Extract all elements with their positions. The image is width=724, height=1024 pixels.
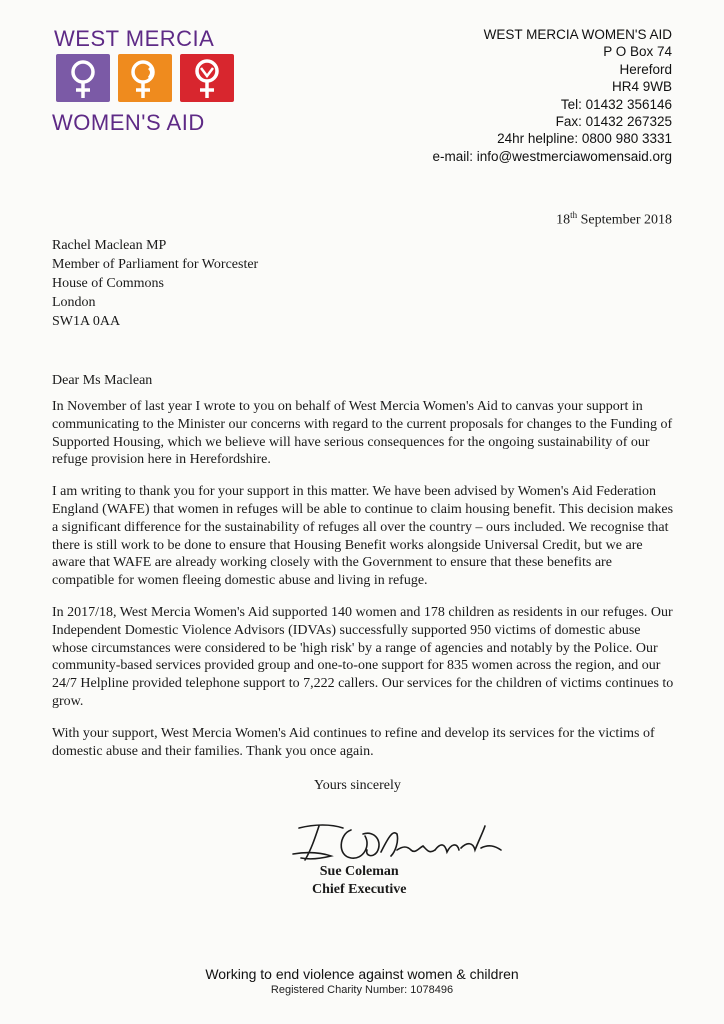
signer-title: Chief Executive [312, 882, 407, 897]
date-rest: September 2018 [577, 212, 672, 228]
footer-charity-number: Registered Charity Number: 1078496 [270, 984, 454, 996]
date-day: 18 [556, 212, 571, 228]
closing: Yours sincerely [314, 778, 401, 793]
recipient-role: Member of Parliament for Worcester [52, 257, 259, 272]
signer-name: Sue Coleman [319, 864, 399, 879]
sender-email: e-mail: info@westmerciawomensaid.org [432, 148, 672, 164]
signer-block [312, 863, 406, 899]
sender-telephone: Tel: 01432 356146 [560, 96, 672, 112]
recipient-city: London [52, 295, 96, 310]
sender-city: Hereford [619, 61, 672, 77]
recipient-postcode: SW1A 0AA [52, 314, 121, 329]
sender-po-box: P O Box 74 [603, 44, 672, 60]
sender-helpline: 24hr helpline: 0800 980 3331 [497, 131, 672, 147]
body-paragraph: With your support, West Mercia Women's Aid continues to refine and develop its services for the victims of domestic abuse and their families. Thank you once again. [52, 725, 655, 759]
venus-symbol-icon-red [180, 54, 234, 102]
venus-symbol-icon-orange [118, 54, 172, 102]
body-paragraph: In 2017/18, West Mercia Women's Aid supported 140 women and 178 children as residents in our refuges. Our Independent Domestic Violence Advisors (IDVAs) successfully supported 950 victims of domestic abuse whose circumstances were considered to be 'high risk' by a range of agencies and notably by the Police. Our community-based services provided group and one-to-one support for 835 women across the region, and our 24/7 Helpline provided telephone support to 7,222 callers. Our services for the children of victims continues to grow. [52, 604, 674, 709]
logo-tiles [56, 54, 234, 104]
recipient-house: House of Commons [52, 276, 164, 291]
sender-org-name: WEST MERCIA WOMEN'S AID [483, 27, 672, 42]
body-paragraph: I am writing to thank you for your support in this matter. We have been advised by Women's Aid Federation England (WAFE) that women in refuges will be able to continue to claim housing benefit. This decision makes a significant difference for the sustainability of refuges all over the country – ours included. We recognise that there is still work to be done to ensure that Housing Benefit works alongside Universal Credit, but we are aware that WAFE are already working closely with the Government to ensure that these benefits are compatible for women fleeing domestic abuse and living in refuge. [52, 484, 674, 589]
venus-symbol-icon-purple [56, 54, 110, 102]
recipient-address [52, 236, 258, 331]
date-suffix: th [570, 210, 578, 220]
sender-postcode: HR4 9WB [611, 79, 672, 95]
recipient-name: Rachel Maclean MP [52, 238, 167, 253]
letter-body [52, 398, 677, 774]
body-paragraph: In November of last year I wrote to you on behalf of West Mercia Women's Aid to canvas your support in communicating to the Minister our concerns with regard to the current proposals for changes to the Funding of Supported Housing, which we believe will have serious consequences for the ongoing sustainability of our refuge provision here in Herefordshire. [52, 399, 673, 468]
footer-tagline: Working to end violence against women & children [205, 966, 519, 982]
salutation: Dear Ms Maclean [52, 373, 153, 388]
letter-footer [0, 966, 724, 996]
logo-line-2: WOMEN'S AID [52, 110, 205, 135]
sender-fax: Fax: 01432 267325 [555, 114, 672, 130]
sender-address [372, 26, 672, 165]
logo-line-1: WEST MERCIA [54, 26, 215, 51]
letter-date [556, 210, 672, 229]
